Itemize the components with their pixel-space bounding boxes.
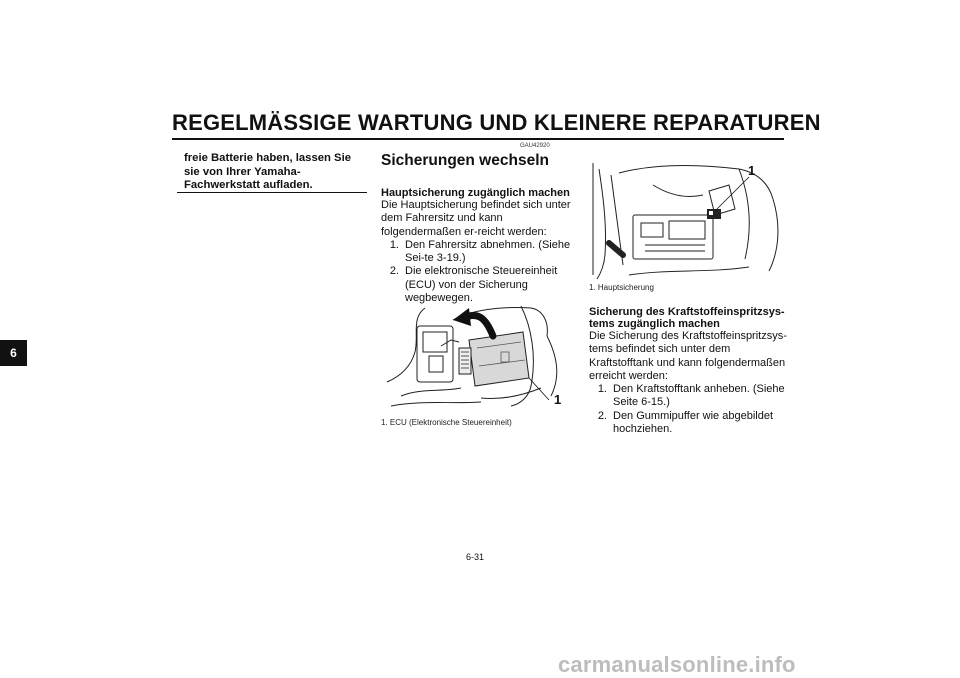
- fuel-injection-fuse-section: [589, 306, 787, 436]
- main-fuse-section: [381, 187, 577, 305]
- ecu-figure: [381, 296, 577, 412]
- main-fuse-intro: Die Hauptsicherung befindet sich unter dem Fahrersitz und kann folgendermaßen er-reicht werden:: [381, 199, 571, 238]
- ecu-caption: 1. ECU (Elektronische Steuereinheit): [381, 418, 512, 427]
- step-text: Den Fahrersitz abnehmen. (Siehe Sei-te 3-19.): [405, 238, 571, 265]
- main-fuse-figure: [589, 155, 785, 283]
- fuel-injection-subheading-cont: tems zugänglich machen: [589, 318, 720, 330]
- section-code: GAU42920: [520, 143, 550, 149]
- warning-continuation: freie Batterie haben, lassen Sie sie von Ihrer Yamaha-Fachwerkstatt aufladen.: [184, 152, 352, 191]
- step-text: Die elektronische Steuereinheit (ECU) von der Sicherung wegbewegen.: [405, 265, 558, 305]
- main-fuse-caption: 1. Hauptsicherung: [589, 283, 654, 292]
- page-title: REGELMÄSSIGE WARTUNG UND KLEINERE REPARATUREN: [172, 110, 821, 135]
- step-text: Den Gummipuffer wie abgebildet hochziehen.: [613, 409, 773, 436]
- watermark-text: carmanualsonline.info: [558, 652, 796, 677]
- figure-callout: 1: [748, 163, 756, 178]
- step-text: Den Kraftstofftank anheben. (Siehe Seite 6-15.): [613, 383, 785, 409]
- fuel-injection-subheading: Sicherung des Kraftstoffeinspritzsys-: [589, 306, 785, 318]
- list-item: [381, 239, 577, 266]
- step-number: 2.: [597, 409, 607, 422]
- fuel-injection-intro: Die Sicherung des Kraftstoffeinspritzsys-tems befindet sich unter dem Kraftstofftank und kann folgendermaßen erreicht werden:: [589, 330, 787, 382]
- list-item: [589, 383, 787, 410]
- chapter-tab: 6: [0, 340, 27, 366]
- step-number: 2.: [389, 265, 399, 278]
- figure-callout: 1: [554, 392, 562, 407]
- section-heading: Sicherungen wechseln: [381, 152, 549, 169]
- main-fuse-subheading: Hauptsicherung zugänglich machen: [381, 187, 570, 199]
- title-rule: [172, 138, 784, 140]
- page-number: 6-31: [466, 552, 485, 562]
- step-number: 1.: [597, 383, 607, 396]
- ecu-illustration: [381, 296, 577, 412]
- main-fuse-illustration: [589, 155, 785, 283]
- step-number: 1.: [389, 238, 399, 251]
- list-item: [589, 410, 787, 437]
- warning-rule: [177, 192, 367, 193]
